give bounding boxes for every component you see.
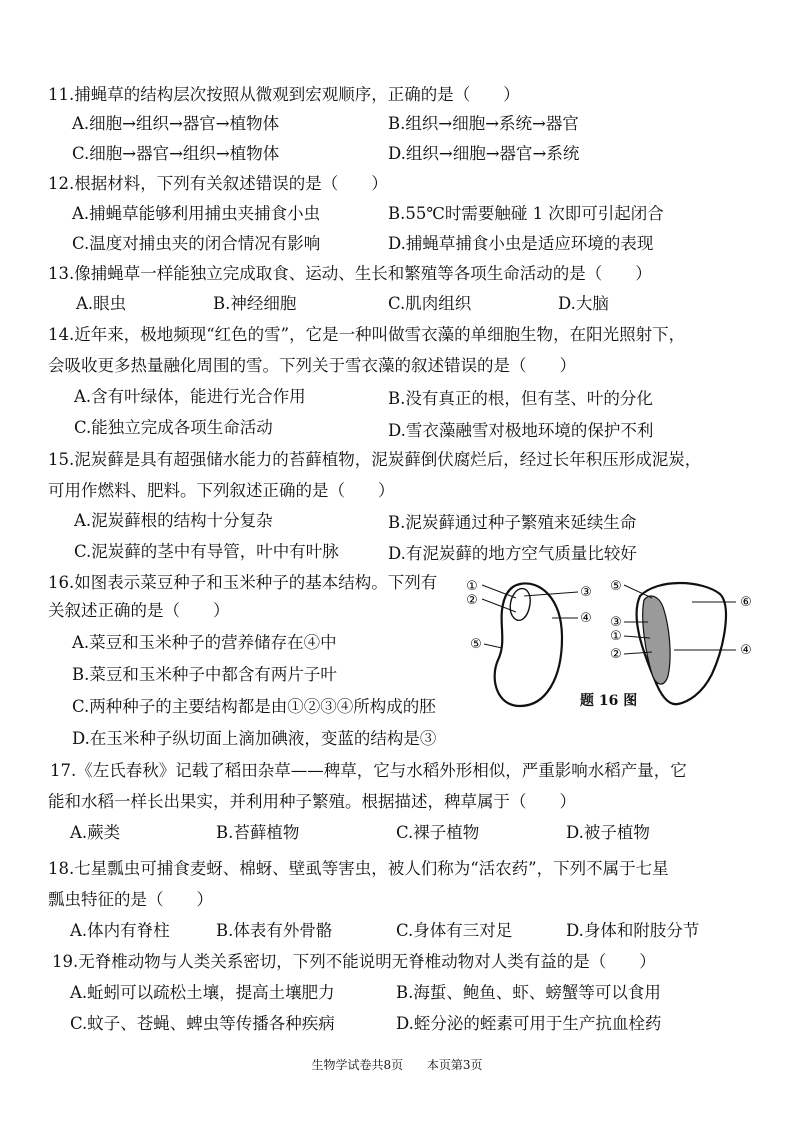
corn-seed-diagram <box>610 579 752 704</box>
question-15-stem-line-1: 15.泥炭藓是具有超强储水能力的苔藓植物，泥炭藓倒伏腐烂后，经过长年积压形成泥炭， <box>48 450 702 469</box>
bean-seed-outline <box>495 583 562 706</box>
question-16-stem-line-2: 关叙述正确的是（ ） <box>48 601 230 620</box>
corn-label-4: ④ <box>740 643 752 658</box>
q12-option-b: B.55℃时需要触碰 1 次即可引起闭合 <box>388 204 664 223</box>
q14-option-a: A.含有叶绿体，能进行光合作用 <box>74 387 306 406</box>
q13-option-b: B.神经细胞 <box>213 294 297 313</box>
q17-option-d: D.被子植物 <box>566 823 650 842</box>
question-15-stem-line-2: 可用作燃料、肥料。下列叙述正确的是（ ） <box>48 481 395 500</box>
corn-label-6: ⑥ <box>740 595 752 610</box>
q18-option-c: C.身体有三对足 <box>396 921 513 940</box>
q17-option-b: B.苔藓植物 <box>216 823 300 842</box>
footer-current-page: 本页第3页 <box>426 1058 483 1072</box>
question-14-stem-line-1: 14.近年来，极地频现“红色的雪”，它是一种叫做雪衣藻的单细胞生物，在阳光照射下， <box>48 325 686 344</box>
q13-option-d: D.大脑 <box>558 294 609 313</box>
question-14-stem-line-2: 会吸收更多热量融化周围的雪。下列关于雪衣藻的叙述错误的是（ ） <box>48 356 576 375</box>
question-18-stem-line-1: 18.七星瓢虫可捕食麦蚜、棉蚜、壁虱等害虫，被人们称为“活农药”，下列不属于七星 <box>48 859 669 878</box>
question-19-stem: 19.无脊椎动物与人类关系密切，下列不能说明无脊椎动物对人类有益的是（ ） <box>52 952 656 971</box>
q19-option-a: A.蚯蚓可以疏松土壤，提高土壤肥力 <box>70 983 335 1002</box>
corn-embryo-shape <box>643 596 670 684</box>
q13-option-a: A.眼虫 <box>76 294 127 313</box>
q11-option-d: D.组织→细胞→器官→系统 <box>388 144 580 163</box>
q15-option-c: C.泥炭藓的茎中有导管，叶中有叶脉 <box>74 542 339 561</box>
footer-total-pages: 生物学试卷共8页 <box>311 1058 404 1072</box>
corn-label-5: ⑤ <box>610 579 622 594</box>
q16-option-b: B.菜豆和玉米种子中都含有两片子叶 <box>72 665 337 684</box>
question-18-stem-line-2: 瓢虫特征的是（ ） <box>48 890 213 909</box>
corn-label-1: ① <box>610 629 622 644</box>
q11-option-a: A.细胞→组织→器官→植物体 <box>72 114 280 133</box>
corn-label-3: ③ <box>610 615 622 630</box>
q13-option-c: C.肌肉组织 <box>388 294 472 313</box>
q16-option-c: C.两种种子的主要结构都是由①②③④所构成的胚 <box>72 697 436 716</box>
q19-option-d: D.蛭分泌的蛭素可用于生产抗血栓药 <box>396 1014 662 1033</box>
bean-label-1: ① <box>466 579 478 594</box>
q12-option-d: D.捕蝇草捕食小虫是适应环境的表现 <box>388 234 654 253</box>
bean-label-3: ③ <box>580 585 592 600</box>
question-12-stem: 12.根据材料，下列有关叙述错误的是（ ） <box>48 174 388 193</box>
q17-option-a: A.蕨类 <box>70 823 121 842</box>
question-11-stem: 11.捕蝇草的结构层次按照从微观到宏观顺序，正确的是（ ） <box>48 85 520 104</box>
q18-option-a: A.体内有脊柱 <box>70 921 170 940</box>
q11-option-c: C.细胞→器官→组织→植物体 <box>72 144 280 163</box>
q14-option-c: C.能独立完成各项生命活动 <box>74 418 273 437</box>
q18-option-d: D.身体和附肢分节 <box>566 921 700 940</box>
bean-label-5: ⑤ <box>470 637 482 652</box>
q14-option-d: D.雪衣藻融雪对极地环境的保护不利 <box>388 421 654 440</box>
page-footer <box>0 1056 794 1073</box>
question-17-stem-line-1: 17.《左氏春秋》记载了稻田杂草——稗草，它与水稻外形相似，严重影响水稻产量，它 <box>50 761 687 780</box>
q16-option-d: D.在玉米种子纵切面上滴加碘液，变蓝的结构是③ <box>72 729 437 748</box>
q14-option-b: B.没有真正的根，但有茎、叶的分化 <box>388 389 653 408</box>
q19-option-b: B.海蜇、鲍鱼、虾、螃蟹等可以食用 <box>396 983 661 1002</box>
question-13-stem: 13.像捕蝇草一样能独立完成取食、运动、生长和繁殖等各项生命活动的是（ ） <box>48 264 652 283</box>
bean-label-2: ② <box>466 593 478 608</box>
bean-label-4: ④ <box>580 611 592 626</box>
q17-option-c: C.裸子植物 <box>396 823 480 842</box>
q12-option-a: A.捕蝇草能够利用捕虫夹捕食小虫 <box>72 204 321 223</box>
question-17-stem-line-2: 能和水稻一样长出果实，并利用种子繁殖。根据描述，稗草属于（ ） <box>48 792 576 811</box>
q15-option-d: D.有泥炭藓的地方空气质量比较好 <box>388 544 637 563</box>
figure-caption: 题 16 图 <box>580 693 638 709</box>
bean-embryo-shape <box>510 589 530 621</box>
q19-option-c: C.蚊子、苍蝇、蜱虫等传播各种疾病 <box>70 1014 335 1033</box>
q15-option-b: B.泥炭藓通过种子繁殖来延续生命 <box>388 513 637 532</box>
corn-label-2: ② <box>610 647 622 662</box>
q12-option-c: C.温度对捕虫夹的闭合情况有影响 <box>72 234 321 253</box>
q11-option-b: B.组织→细胞→系统→器官 <box>388 114 579 133</box>
q18-option-b: B.体表有外骨骼 <box>216 921 333 940</box>
q15-option-a: A.泥炭藓根的结构十分复杂 <box>74 511 273 530</box>
q16-option-a: A.菜豆和玉米种子的营养储存在④中 <box>72 633 337 652</box>
bean-seed-diagram <box>466 579 592 706</box>
question-16-stem-line-1: 16.如图表示菜豆种子和玉米种子的基本结构。下列有 <box>48 573 438 592</box>
